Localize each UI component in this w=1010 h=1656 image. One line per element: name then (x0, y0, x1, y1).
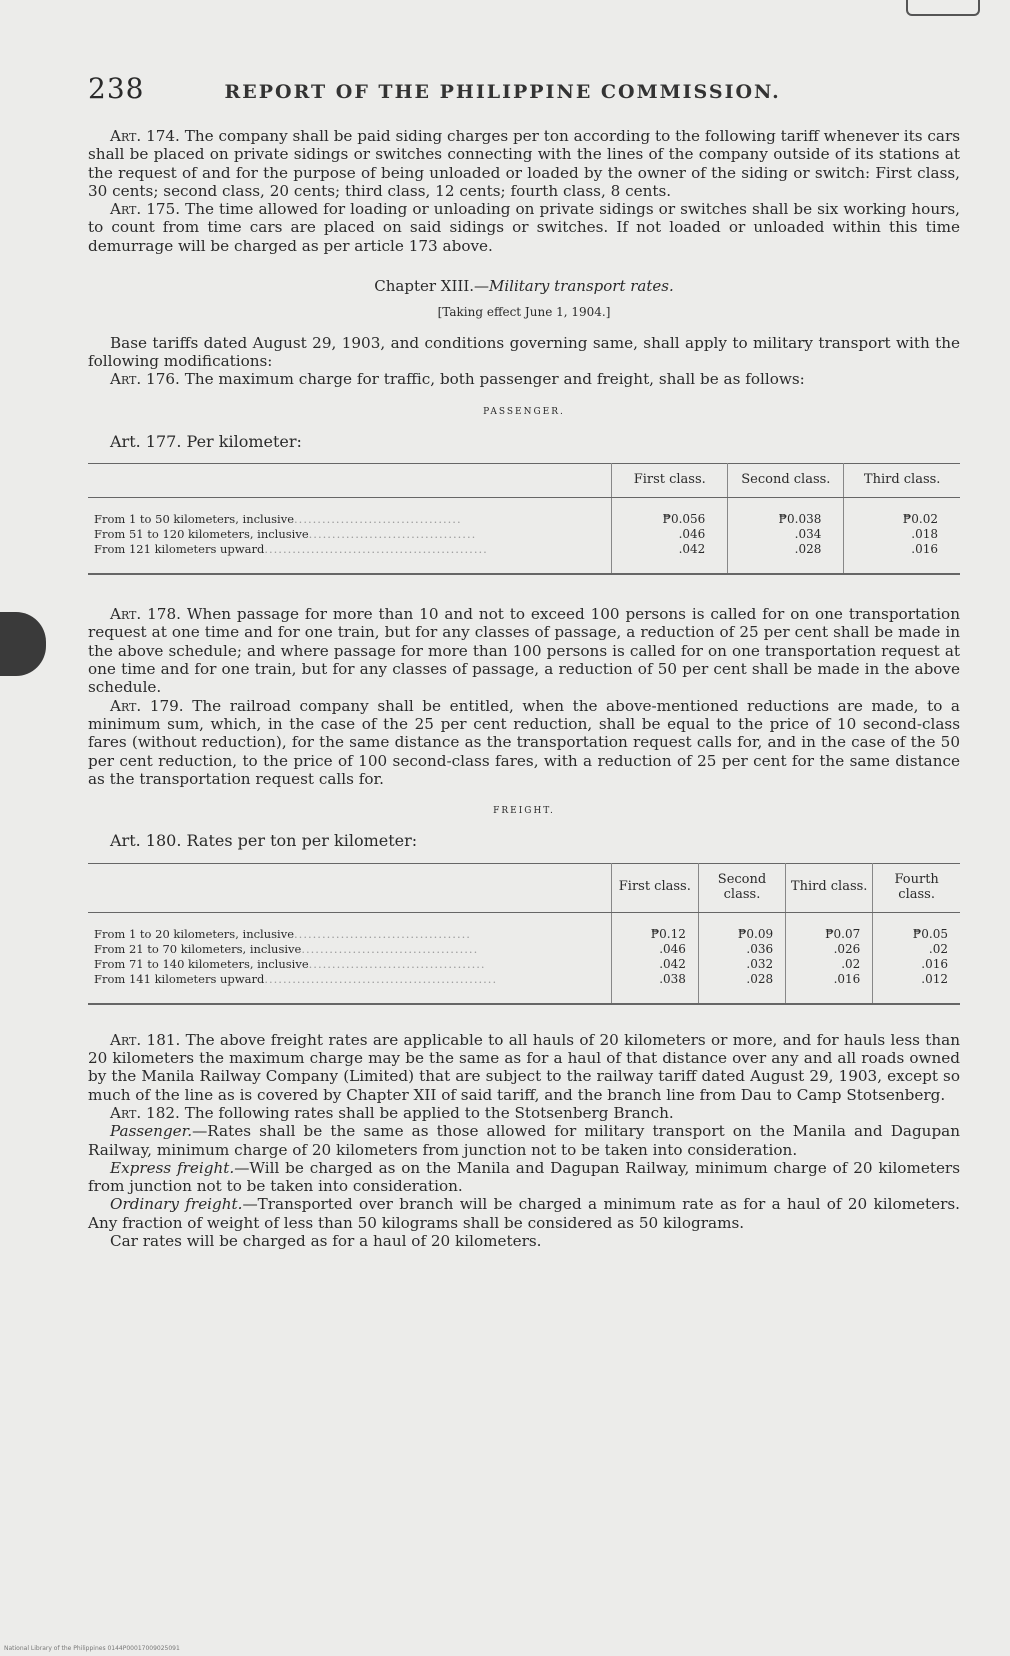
subheading-label: Passenger. (110, 1122, 193, 1141)
paragraph-text: —Transported over branch will be charged a minimum rate as for a haul of 20 kilometers. Any fraction of weight of less than 50 kilograms shall be considered as 50 kilograms. (88, 1195, 960, 1232)
rate-cell: .02 (786, 957, 873, 972)
paragraph-art-175 (88, 200, 960, 255)
art-177-line: Art. 177. Per kilometer: (110, 431, 302, 451)
rate-cell: ₱0.12 (611, 912, 698, 942)
scan-thumb-shadow (0, 612, 46, 676)
rate-cell: .02 (873, 942, 960, 957)
article-label: Art. 181. (110, 1030, 181, 1049)
paragraphs-top (88, 127, 960, 255)
rate-cell: .042 (612, 542, 728, 574)
row-label: From 1 to 50 kilometers, inclusive.................................... (94, 512, 462, 527)
rate-cell: .046 (611, 942, 698, 957)
chapter-number: Chapter XIII.— (374, 277, 490, 296)
paragraph-art-174 (88, 127, 960, 200)
article-label: Art. 174. (110, 127, 180, 145)
rate-cell: .026 (786, 942, 873, 957)
row-label: From 51 to 120 kilometers, inclusive.................................... (94, 527, 477, 542)
table-row (88, 542, 960, 574)
table-header-blank (88, 863, 611, 912)
paragraph-text: When passage for more than 10 and not to exceed 100 persons is called for on one transportation request at one time and for one train, but for any classes of passage, a reduction of 25 per cent shall be made in the above schedule; and where passage for more than 100 persons is called for on one transportation request at one time and for one train, but for any classes of passage, a reduction of 50 per cent shall be made in the above schedule. (88, 605, 960, 697)
row-label: From 121 kilometers upward................................................ (94, 542, 488, 557)
paragraph-base-tariffs (88, 334, 960, 371)
rate-cell: .012 (873, 972, 960, 1004)
paragraph-art-182 (88, 1104, 960, 1122)
rate-cell: ₱0.056 (612, 498, 728, 528)
article-label: Art. 179. (110, 696, 184, 715)
column-header: Third class. (844, 464, 960, 498)
rate-cell: .038 (611, 972, 698, 1004)
page-header (88, 72, 960, 105)
paragraph-passenger (88, 1122, 960, 1159)
chapter-title: Military transport rates. (489, 277, 674, 296)
paragraph-art-179 (88, 697, 960, 788)
table-row (88, 942, 960, 957)
column-header: First class. (612, 464, 728, 498)
rate-cell: .032 (698, 957, 785, 972)
paragraph-text: Base tariffs dated August 29, 1903, and conditions governing same, shall apply to military transport with the following modifications: (88, 333, 960, 370)
rate-cell: ₱0.09 (698, 912, 785, 942)
article-label: Art. 182. (110, 1103, 180, 1122)
rate-cell: ₱0.038 (728, 498, 844, 528)
row-label: From 141 kilometers upward.................................................. (94, 971, 498, 986)
rate-cell: .036 (698, 942, 785, 957)
rate-cell: .016 (786, 972, 873, 1004)
paragraph-text: —Rates shall be the same as those allowed for military transport on the Manila and Dagupan Railway, minimum charge of 20 kilometers from junction not to be taken into consideration. (88, 1122, 960, 1159)
table-header-blank (88, 464, 612, 498)
paragraph-art-181 (88, 1031, 960, 1104)
rate-cell: .028 (728, 542, 844, 574)
paragraph-ordinary-freight (88, 1195, 960, 1232)
column-header: Third class. (786, 863, 873, 912)
art-180-line: Art. 180. Rates per ton per kilometer: (110, 831, 418, 851)
paragraph-text: The company shall be paid siding charges per ton according to the following tariff whenever its cars shall be placed on private sidings or switches connecting with the lines of the company outside of its stations at the request of and for the purpose of being unloaded or loaded by the owner of the siding or switch: First class, 30 cents; second class, 20 cents; third class, 12 cents; fourth class, 8 cents. (88, 127, 960, 200)
effective-date: [Taking effect June 1, 1904.] (437, 305, 611, 320)
page-edge-mark (906, 0, 980, 16)
rate-cell: .034 (728, 527, 844, 542)
paragraphs-bottom (88, 1031, 960, 1251)
rate-cell: .016 (844, 542, 960, 574)
paragraph-text: The time allowed for loading or unloading on private sidings or switches shall be six working hours, to count from time cars are placed on said sidings or switches. If not loaded or unloaded within this time demurrage will be charged as per article 173 above. (88, 200, 960, 255)
paragraph-express-freight (88, 1159, 960, 1196)
row-label: From 71 to 140 kilometers, inclusive...................................... (94, 956, 486, 971)
paragraph-text: Car rates will be charged as for a haul of 20 kilometers. (110, 1231, 542, 1250)
paragraphs-mid (88, 605, 960, 788)
column-header: First class. (611, 863, 698, 912)
table-row (88, 498, 960, 528)
table-row (88, 527, 960, 542)
subheading-label: Ordinary freight. (110, 1195, 243, 1214)
library-stamp: National Library of the Philippines 0144P00017009025091 (4, 1645, 180, 1652)
passenger-section-label: PASSENGER. (483, 406, 565, 417)
paragraph-text: The maximum charge for traffic, both passenger and freight, shall be as follows: (179, 370, 805, 389)
paragraph-text: The railroad company shall be entitled, when the above-mentioned reductions are made, to a minimum sum, which, in the case of the 25 per cent reduction, shall be equal to the price of 10 second-class fares (without reduction), for the same distance as the transportation request calls for, and in the case of the 50 per cent reduction, to the price of 100 second-class fares, with a reduction of 25 per cent for the same distance as the transportation request calls for. (88, 696, 960, 788)
rate-cell: ₱0.02 (844, 498, 960, 528)
paragraph-text: The following rates shall be applied to the Stotsenberg Branch. (179, 1103, 674, 1122)
passenger-rate-table (88, 463, 960, 575)
rate-cell: .042 (611, 957, 698, 972)
row-label: From 21 to 70 kilometers, inclusive...................................... (94, 941, 479, 956)
table-row (88, 957, 960, 972)
rate-cell: .016 (873, 957, 960, 972)
chapter-heading (88, 277, 960, 295)
running-head: REPORT OF THE PHILIPPINE COMMISSION. (224, 81, 781, 103)
page-number: 238 (88, 72, 145, 105)
paragraph-text: The above freight rates are applicable to all hauls of 20 kilometers or more, and for hauls less than 20 kilometers the maximum charge may be the same as for a haul of that distance over any and all roads owned by the Manila Railway Company (Limited) that are subject to the railway tariff dated August 29, 1903, except so much of the line as is covered by Chapter XII of said tariff, and the branch line from Dau to Camp Stotsenberg. (88, 1030, 960, 1104)
article-label: Art. 176. (110, 370, 180, 389)
freight-section-label: FREIGHT. (493, 806, 555, 817)
table-header-row (88, 863, 960, 912)
table-row (88, 912, 960, 942)
subheading-label: Express freight. (110, 1158, 235, 1177)
paragraph-car-rates (88, 1232, 960, 1250)
paragraphs-chapter (88, 334, 960, 389)
rate-cell: .018 (844, 527, 960, 542)
paragraph-text: —Will be charged as on the Manila and Dagupan Railway, minimum charge of 20 kilometers from junction not to be taken into consideration. (88, 1158, 960, 1196)
table-header-row (88, 464, 960, 498)
article-label: Art. 175. (110, 200, 181, 219)
rate-cell: .046 (612, 527, 728, 542)
paragraph-art-176 (88, 370, 960, 388)
row-label: From 1 to 20 kilometers, inclusive...................................... (94, 926, 471, 941)
column-header: Fourth class. (873, 863, 960, 912)
rate-cell: .028 (698, 972, 785, 1004)
paragraph-art-178 (88, 605, 960, 696)
column-header: Second class. (728, 464, 844, 498)
table-row (88, 972, 960, 1004)
rate-cell: ₱0.05 (873, 912, 960, 942)
column-header: Second class. (698, 863, 785, 912)
rate-cell: ₱0.07 (786, 912, 873, 942)
article-label: Art. 178. (110, 605, 181, 624)
freight-rate-table (88, 863, 960, 1005)
